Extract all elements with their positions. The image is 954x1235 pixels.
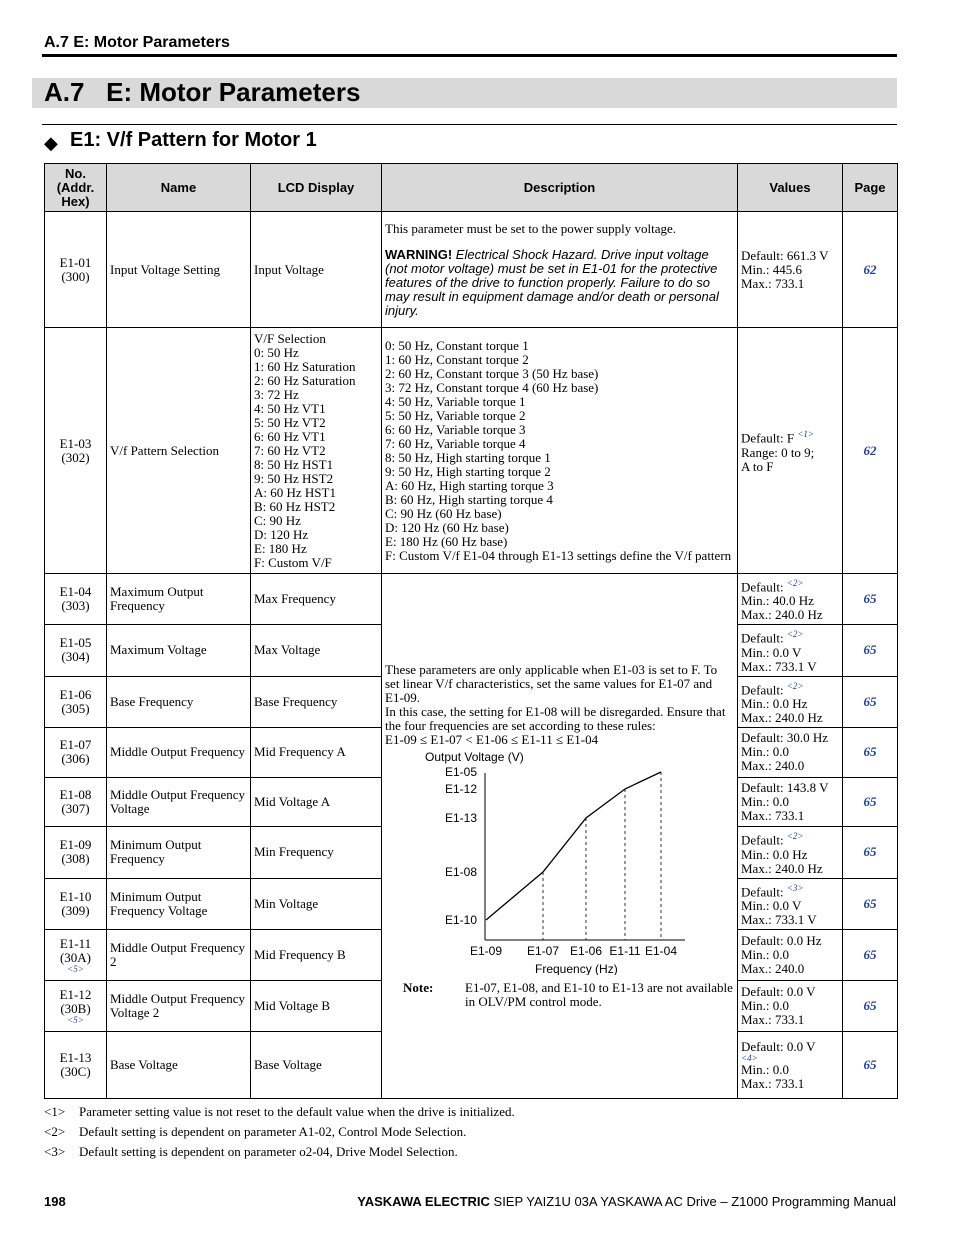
group-description-p1: These parameters are only applicable when E1-03 is set to F. To set linear V/f characteristics, set the same values for E1-07 and E1-09. (385, 662, 718, 706)
param-values: Default: $^{<3>}$ Min.: 0.0 V Max.: 733.1 V (738, 878, 843, 929)
running-header: A.7 E: Motor Parameters (44, 34, 230, 51)
group-description-p2: In this case, the setting for E1-08 will be disregarded. Ensure that the four frequencies are set according to these rules: (385, 704, 726, 734)
header-lcd: LCD Display (251, 164, 382, 212)
param-lcd: Mid Voltage B (251, 981, 382, 1032)
page-link[interactable]: 65 (843, 676, 898, 727)
footnote-ref[interactable]: <5> (67, 1014, 84, 1025)
page-link[interactable]: 65 (843, 727, 898, 777)
footnote-ref[interactable]: <1> (797, 429, 814, 440)
footnote-item (44, 1124, 515, 1144)
param-number: E1-10 (309) (45, 878, 107, 929)
param-values: Default: 0.0 V Min.: 0.0 Max.: 733.1 (738, 981, 843, 1032)
footnote-ref[interactable]: <2> (786, 629, 804, 640)
footer-brand: YASKAWA ELECTRIC (357, 1194, 490, 1209)
diamond-bullet-icon: ◆ (44, 133, 58, 153)
header-page: Page (843, 164, 898, 212)
footer-manual-title: YASKAWA ELECTRIC SIEP YAIZ1U 03A YASKAWA AC Drive – Z1000 Programming Manual (357, 1194, 896, 1209)
page-link[interactable]: 65 (843, 878, 898, 929)
header-name: Name (107, 164, 251, 212)
section-title: A.7 E: Motor Parameters (44, 77, 361, 107)
footnote-ref[interactable]: <2> (786, 831, 804, 842)
note (385, 981, 734, 1009)
footnotes (44, 1104, 515, 1164)
page-link[interactable]: 65 (843, 981, 898, 1032)
param-name: Middle Output Frequency Voltage (107, 777, 251, 826)
param-number: E1-07 (306) (45, 727, 107, 777)
param-number: E1-12 (30B) <5> (45, 981, 107, 1032)
chart-y-tick-label: E1-05 (444, 765, 477, 780)
param-lcd: Base Frequency (251, 676, 382, 727)
warning-label: WARNING! (385, 246, 453, 262)
page-link[interactable]: 65 (843, 574, 898, 625)
footnote-mark: <3> (44, 1144, 66, 1159)
header-description: Description (382, 164, 738, 212)
page-link[interactable]: 65 (843, 625, 898, 676)
subsection-rule (42, 124, 897, 125)
param-values: Default: 0.0 V <4> Min.: 0.0 Max.: 733.1 (738, 1032, 843, 1099)
param-number: E1-11 (30A) <5> (45, 930, 107, 981)
param-name: Input Voltage Setting (107, 212, 251, 328)
chart-y-tick-label: E1-08 (444, 865, 477, 880)
param-description-group (382, 574, 738, 1099)
param-lcd: Max Voltage (251, 625, 382, 676)
param-values: Default: 0.0 Hz Min.: 0.0 Max.: 240.0 (738, 930, 843, 981)
footnote-item (44, 1144, 515, 1164)
param-number: E1-06 (305) (45, 676, 107, 727)
param-lcd: Min Frequency (251, 826, 382, 878)
param-values: Default: $^{<2>}$ Min.: 0.0 Hz Max.: 240.0 Hz (738, 676, 843, 727)
param-lcd: Mid Voltage A (251, 777, 382, 826)
note-text: E1-07, E1-08, and E1-10 to E1-13 are not available in OLV/PM control mode. (465, 980, 733, 1010)
warning-text: WARNING! Electrical Shock Hazard. Drive input voltage (not motor voltage) must be set in E1-01 for the protective features of the drive to function properly. Failure to do so may result in equipment damage and/or death or personal injury. (385, 246, 719, 318)
footnote-ref[interactable]: <2> (786, 578, 804, 588)
param-number: E1-13 (30C) (45, 1032, 107, 1099)
group-rule: E1-09 ≤ E1-07 < E1-06 ≤ E1-11 ≤ E1-04 (385, 732, 599, 748)
param-number: E1-01 (300) (45, 212, 107, 328)
param-lcd: Mid Frequency B (251, 930, 382, 981)
chart-y-tick-label: E1-12 (444, 782, 477, 797)
param-values: Default: $^{<2>}$ Min.: 40.0 Hz Max.: 240.0 Hz (738, 574, 843, 625)
chart-x-tick-label: E1-09 (469, 944, 503, 959)
param-values: Default: 661.3 V Min.: 445.6 Max.: 733.1 (738, 212, 843, 328)
page-number: 198 (44, 1194, 66, 1209)
footnote-mark: <2> (44, 1124, 66, 1139)
param-name: Middle Output Frequency 2 (107, 930, 251, 981)
footnote-item (44, 1104, 515, 1124)
header-values: Values (738, 164, 843, 212)
page-link[interactable]: 65 (843, 1032, 898, 1099)
param-lcd: Base Voltage (251, 1032, 382, 1099)
param-number: E1-08 (307) (45, 777, 107, 826)
param-name: Middle Output Frequency (107, 727, 251, 777)
param-values: Default: 30.0 Hz Min.: 0.0 Max.: 240.0 (738, 727, 843, 777)
chart-y-ticks (445, 765, 477, 927)
footnote-text: Parameter setting value is not reset to the default value when the drive is initialized. (79, 1104, 515, 1119)
param-lcd: Max Frequency (251, 574, 382, 625)
footnote-mark: <1> (44, 1104, 66, 1119)
param-number: E1-03 (302) (45, 328, 107, 574)
param-values: Default: F $^{<1>}$ Range: 0 to 9; A to F (738, 328, 843, 574)
chart-series-line (486, 772, 661, 920)
page-link[interactable]: 65 (843, 826, 898, 878)
subsection-title: E1: V/f Pattern for Motor 1 (70, 129, 317, 151)
param-lcd: Input Voltage (251, 212, 382, 328)
page-link[interactable]: 65 (843, 777, 898, 826)
param-lcd: V/F Selection 0: 50 Hz 1: 60 Hz Saturation 2: 60 Hz Saturation 3: 72 Hz 4: 50 Hz VT1 5: 50 Hz VT2 6: 60 Hz VT1 7: 60 Hz VT2 8: 50 Hz HST1 9: 50 Hz HST2 A: 60 Hz HST1 B: 60 Hz HST2 C: 90 Hz D: 120 Hz E: 180 Hz F: Custom V/F (251, 328, 382, 574)
table-row (45, 574, 898, 625)
param-number: E1-05 (304) (45, 625, 107, 676)
param-lcd: Mid Frequency A (251, 727, 382, 777)
footnote-ref[interactable]: <2> (786, 680, 804, 691)
param-number: E1-09 (308) (45, 826, 107, 878)
description-intro: This parameter must be set to the power supply voltage. (385, 220, 676, 236)
header-no: No. (Addr. Hex) (45, 164, 107, 212)
chart-x-ticks (470, 944, 677, 958)
param-name: Minimum Output Frequency Voltage (107, 878, 251, 929)
note-label: Note: (403, 980, 434, 996)
chart-x-tick-label: E1-07 (526, 944, 560, 959)
param-name: Middle Output Frequency Voltage 2 (107, 981, 251, 1032)
page-link[interactable]: 65 (843, 930, 898, 981)
chart-y-label: Output Voltage (V) (425, 750, 524, 765)
chart-guides (543, 772, 661, 940)
param-description (382, 212, 738, 328)
footnote-ref[interactable]: <5> (67, 963, 84, 974)
param-values: Default: 143.8 V Min.: 0.0 Max.: 733.1 (738, 777, 843, 826)
chart-x-tick-label: E1-04 (644, 944, 678, 959)
param-lcd: Min Voltage (251, 878, 382, 929)
chart-x-tick-label: E1-06 (569, 944, 603, 959)
param-number: E1-04 (303) (45, 574, 107, 625)
footnote-ref[interactable]: <3> (786, 882, 804, 893)
param-description: 0: 50 Hz, Constant torque 1 1: 60 Hz, Constant torque 2 2: 60 Hz, Constant torque 3 (50 Hz base) 3: 72 Hz, Constant torque 4 (60 Hz base) 4: 50 Hz, Variable torque 1 5: 50 Hz, Variable torque 2 6: 60 Hz, Variable torque 3 7: 60 Hz, Variable torque 4 8: 50 Hz, High starting torque 1 9: 50 Hz, High starting torque 2 A: 60 Hz, High starting torque 3 B: 60 Hz, High starting torque 4 C: 90 Hz (60 Hz base) D: 120 Hz (60 Hz base) E: 180 Hz (60 Hz base) F: Custom V/f E1-04 through E1-13 settings define the V/f pattern (382, 328, 738, 574)
page-link[interactable]: 62 (843, 212, 898, 328)
vf-pattern-chart (385, 747, 725, 975)
chart-y-tick-label: E1-13 (444, 811, 477, 826)
param-name: Base Frequency (107, 676, 251, 727)
param-name: Maximum Output Frequency (107, 574, 251, 625)
parameter-table (44, 163, 898, 1099)
param-values: Default: $^{<2>}$ Min.: 0.0 Hz Max.: 240.0 Hz (738, 826, 843, 878)
table-row (45, 212, 898, 328)
chart-y-tick-label: E1-10 (444, 913, 477, 928)
chart-x-tick-label: E1-11 (609, 944, 641, 959)
header-rule (42, 54, 897, 57)
chart-x-label: Frequency (Hz) (535, 962, 618, 976)
footnote-text: Default setting is dependent on parameter A1-02, Control Mode Selection. (79, 1124, 467, 1139)
param-values: Default: $^{<2>}$ Min.: 0.0 V Max.: 733.1 V (738, 625, 843, 676)
param-name: Base Voltage (107, 1032, 251, 1099)
param-name: Minimum Output Frequency (107, 826, 251, 878)
footnote-text: Default setting is dependent on parameter o2-04, Drive Model Selection. (79, 1144, 458, 1159)
param-name: Maximum Voltage (107, 625, 251, 676)
param-name: V/f Pattern Selection (107, 328, 251, 574)
table-row (45, 328, 898, 574)
page-link[interactable]: 62 (843, 328, 898, 574)
footnote-ref[interactable]: <4> (741, 1052, 758, 1063)
